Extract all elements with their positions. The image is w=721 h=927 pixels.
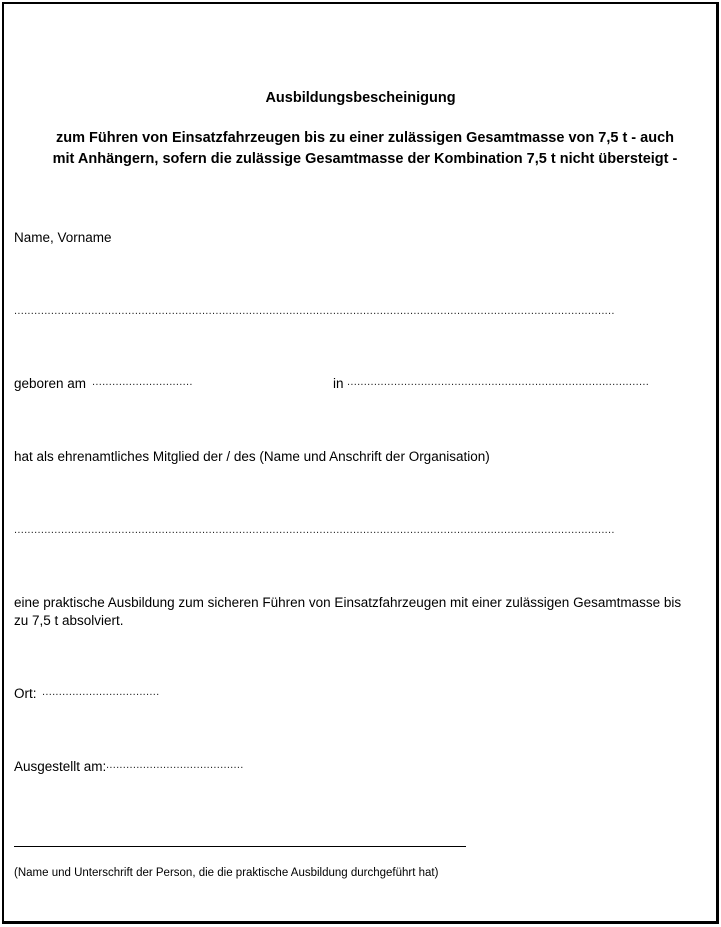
organisation-field[interactable]: ................................................................................................................................................................................... [14,524,615,536]
document-title: Ausbildungsbescheinigung [265,90,456,106]
born-date-field[interactable]: .............................. [92,376,193,388]
subtitle-line-2: mit Anhängern, sofern die zulässige Gesamtmasse der Kombination 7,5 t nicht übersteigt - [52,151,678,167]
born-label: geboren am [14,376,87,391]
document-subtitle [20,128,710,170]
signature-caption: (Name und Unterschrift der Person, die die praktische Ausbildung durchgeführt hat) [14,867,439,879]
training-line-2: zu 7,5 t absolviert. [14,613,124,628]
signature-line[interactable] [14,846,466,847]
name-field[interactable]: ................................................................................................................................................................................... [14,305,615,317]
birthplace-label: in [333,376,344,391]
member-label: hat als ehrenamtliches Mitglied der / des (Name und Anschrift der Organisation) [14,449,490,464]
issued-date-field[interactable]: ......................................... [106,759,244,771]
issued-label: Ausgestellt am: [14,759,107,774]
name-label: Name, Vorname [14,230,112,245]
birthplace-field[interactable]: .......................................................................................... [347,376,650,388]
subtitle-line-1: zum Führen von Einsatzfahrzeugen bis zu einer zulässigen Gesamtmasse von 7,5 t - auch [55,130,675,146]
ort-field[interactable]: ................................... [42,686,160,698]
training-line-1: eine praktische Ausbildung zum sicheren Führen von Einsatzfahrzeugen mit einer zulässigen Gesamtmasse bis [14,595,682,610]
ort-label: Ort: [14,686,37,701]
